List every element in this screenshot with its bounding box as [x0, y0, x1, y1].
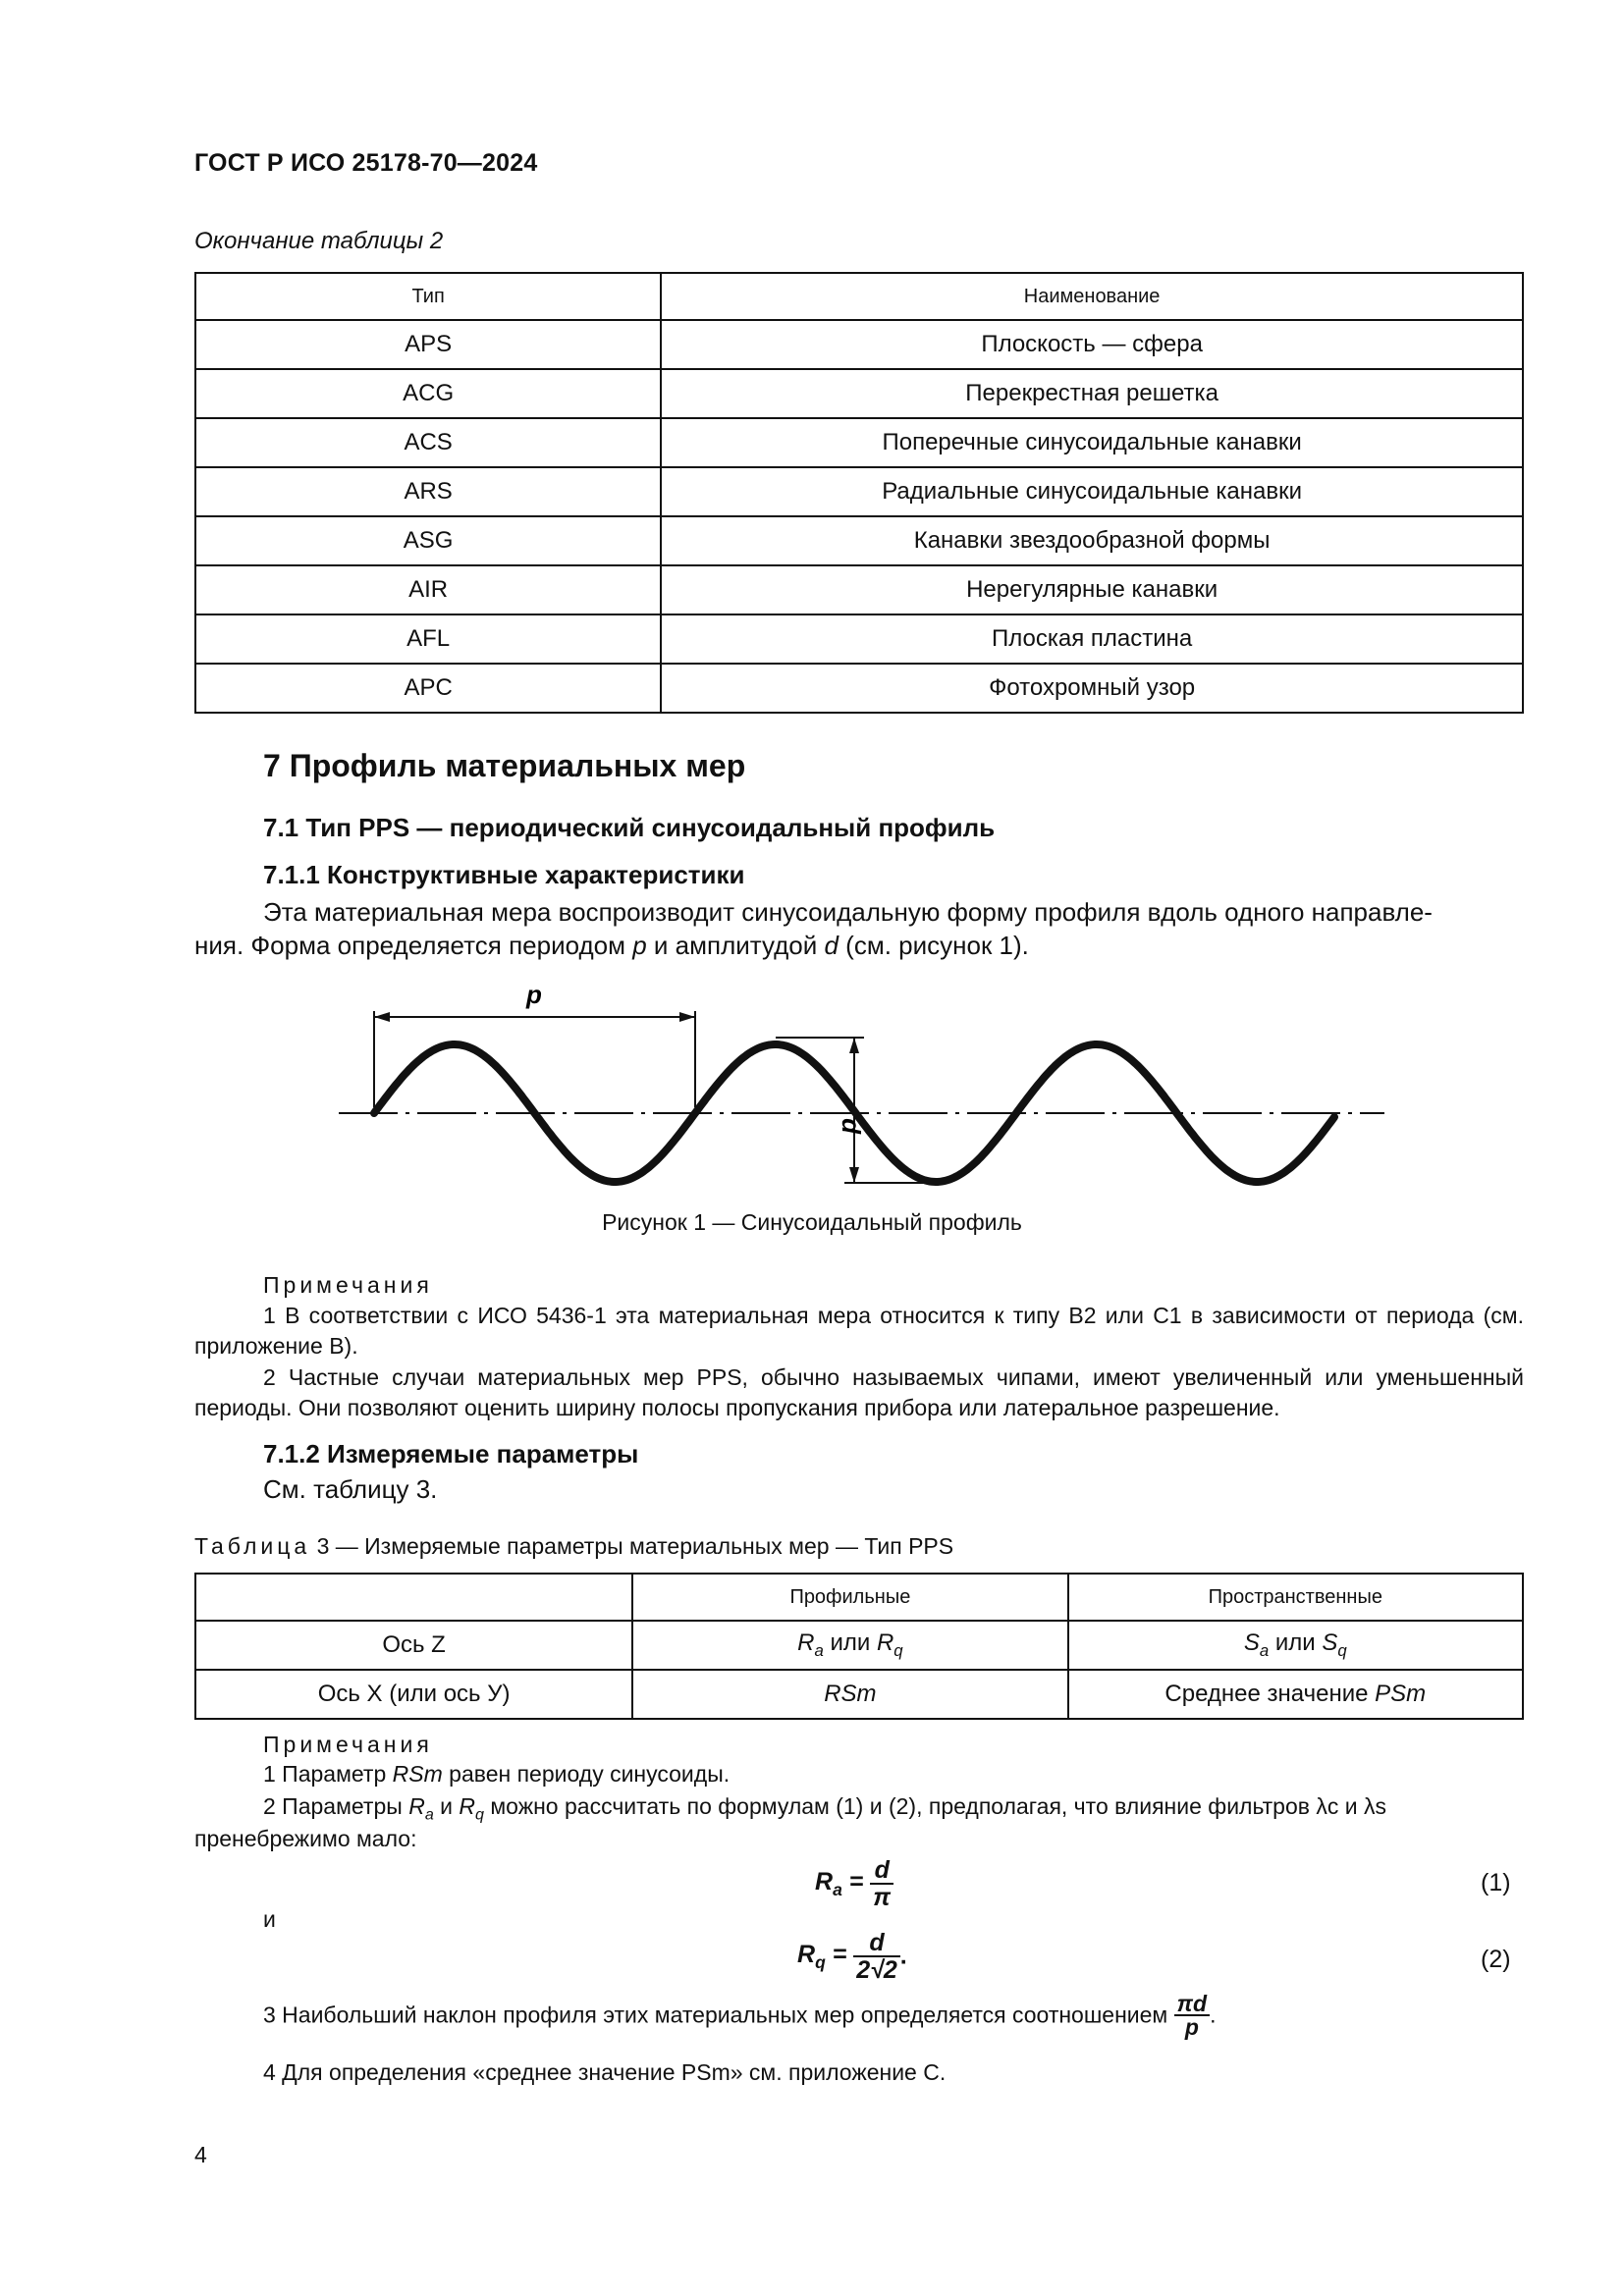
symbol-sub: q: [815, 1951, 826, 1972]
table2-cell-type: APC: [195, 664, 661, 713]
table-row: [195, 467, 1523, 516]
symbol: R: [459, 1793, 476, 1819]
symbol: R: [408, 1793, 425, 1819]
symbol: S: [1243, 1629, 1260, 1657]
table-row: [195, 516, 1523, 565]
table2-cell-name: Нерегулярные канавки: [661, 565, 1523, 614]
symbol-sub: a: [814, 1640, 824, 1660]
table-row: [195, 418, 1523, 467]
paragraph-text: и амплитудой: [646, 931, 825, 960]
table2-header-type: Тип: [195, 273, 661, 320]
note-text: и: [433, 1793, 460, 1819]
note-2: 2 Частные случаи материальных мер PPS, обычно называемых чипами, имеют увеличенный или уменьшенный периоды. Они позволяют оценить ширину полосы пропускания прибора или латеральное разрешение.: [194, 1364, 1524, 1420]
note-text: равен периоду синусоиды.: [442, 1761, 731, 1787]
numerator: πd: [1174, 1993, 1210, 2016]
symbol: R: [797, 1940, 816, 1968]
section-7-1-heading: 7.1 Тип PPS — периодический синусоидальный профиль: [263, 813, 996, 842]
punctuation: .: [899, 1942, 907, 1970]
arrow-icon: [679, 1012, 695, 1022]
table2-cell-name: Канавки звездообразной формы: [661, 516, 1523, 565]
table3-header-profile: Профильные: [632, 1574, 1067, 1621]
symbol-sub: a: [424, 1805, 434, 1824]
symbol: R: [797, 1629, 815, 1657]
conjunction-and: и: [263, 1906, 276, 1932]
formula-1: [815, 1857, 893, 1910]
table-row: [195, 1670, 1523, 1719]
note-text: 2 Параметры: [263, 1793, 409, 1819]
figure-sinusoidal-profile: [0, 972, 1624, 1237]
table-row: [195, 1621, 1523, 1670]
symbol-sub: q: [893, 1640, 903, 1660]
symbol-sub: q: [475, 1805, 484, 1824]
table-row: [195, 614, 1523, 664]
section-7-1-1-text: [263, 895, 1524, 929]
arrow-icon: [849, 1038, 859, 1053]
paragraph-text: (см. рисунок 1).: [838, 931, 1029, 960]
denominator: p: [1184, 2014, 1199, 2040]
denominator: 2√2: [856, 1956, 897, 1984]
note-1: 1 В соответствии с ИСО 5436-1 эта материальная мера относится к типу B2 или C1 в зависимости от периода (см. приложение B).: [194, 1303, 1524, 1359]
section-7-1-2-heading: 7.1.2 Измеряемые параметры: [263, 1439, 639, 1468]
section-7-1-1-heading: 7.1.1 Конструктивные характеристики: [263, 860, 745, 889]
table-row: [195, 320, 1523, 369]
table-row: [195, 565, 1523, 614]
table3-cell-spatial: [1068, 1621, 1523, 1670]
figure-caption: Рисунок 1 — Синусоидальный профиль: [602, 1209, 1022, 1235]
table2-cell-type: AIR: [195, 565, 661, 614]
numerator: d: [870, 1857, 893, 1885]
equals-sign: =: [841, 1867, 871, 1896]
symbol: PSm: [1375, 1681, 1427, 1707]
symbol-sub: q: [1337, 1640, 1347, 1660]
symbol-p: p: [632, 931, 647, 960]
table2-header-row: [195, 273, 1523, 320]
symbol: RSm: [824, 1681, 877, 1707]
table3-cell-axis: Ось X (или ось У): [195, 1670, 632, 1719]
arrow-icon: [849, 1167, 859, 1183]
symbol: S: [1322, 1629, 1338, 1657]
equation-number-2: (2): [1481, 1946, 1511, 1973]
table2-cell-type: ACG: [195, 369, 661, 418]
table3-header-blank: [195, 1574, 632, 1621]
table2-header-name: Наименование: [661, 273, 1523, 320]
cell-text: Среднее значение: [1164, 1681, 1376, 1707]
table3-header-row: [195, 1574, 1523, 1621]
note-text: можно рассчитать по формулам (1) и (2), предполагая, что влияние фильтров λc и λs: [483, 1793, 1386, 1819]
notes2-item-1: [263, 1759, 730, 1789]
table3-cell-spatial: [1068, 1670, 1523, 1719]
symbol-d: d: [824, 931, 839, 960]
label-d: d: [837, 1118, 866, 1134]
table3-cell-profile: [632, 1621, 1067, 1670]
table3-cell-profile: [632, 1670, 1067, 1719]
table2-cell-type: APS: [195, 320, 661, 369]
conjunction: или: [1269, 1629, 1323, 1657]
table3-caption-label: Таблица: [194, 1533, 311, 1559]
table2-cell-name: Плоская пластина: [661, 614, 1523, 664]
table2-caption: Окончание таблицы 2: [194, 228, 444, 254]
symbol: R: [815, 1867, 834, 1896]
notes-heading: Примечания: [263, 1272, 433, 1298]
notes2-item-2-cont: пренебрежимо мало:: [194, 1826, 417, 1851]
punctuation: .: [1210, 2002, 1217, 2028]
equation-number-1: (1): [1481, 1869, 1511, 1896]
table3-cell-axis: Ось Z: [195, 1621, 632, 1670]
symbol: R: [876, 1629, 894, 1657]
equals-sign: =: [825, 1940, 854, 1968]
table3: [194, 1573, 1524, 1720]
section-7-heading: 7 Профиль материальных мер: [263, 748, 746, 783]
table3-caption: [194, 1531, 953, 1562]
table2-cell-name: Плоскость — сфера: [661, 320, 1523, 369]
table-row: [195, 369, 1523, 418]
table2-cell-name: Перекрестная решетка: [661, 369, 1523, 418]
label-p: p: [526, 980, 542, 1009]
table2-cell-name: Радиальные синусоидальные канавки: [661, 467, 1523, 516]
conjunction: или: [823, 1629, 877, 1657]
document-header: ГОСТ Р ИСО 25178-70—2024: [194, 149, 538, 177]
table-row: [195, 664, 1523, 713]
notes2-heading: Примечания: [263, 1732, 433, 1757]
notes2-item-4: 4 Для определения «среднее значение PSm» см. приложение С.: [263, 2059, 947, 2085]
table2-cell-name: Поперечные синусоидальные канавки: [661, 418, 1523, 467]
symbol-sub: a: [1259, 1640, 1270, 1660]
notes2-item-3: [263, 1993, 1216, 2038]
formula-2: [797, 1930, 907, 1983]
symbol: RSm: [392, 1761, 443, 1787]
table2-cell-type: ARS: [195, 467, 661, 516]
paragraph-text: ния. Форма определяется периодом: [194, 931, 633, 960]
notes2-item-2: [263, 1791, 1524, 1831]
table2-cell-type: AFL: [195, 614, 661, 664]
table2-cell-name: Фотохромный узор: [661, 664, 1523, 713]
table3-caption-text: 3 — Измеряемые параметры материальных мер — Тип PPS: [310, 1533, 954, 1559]
section-7-1-2-text: См. таблицу 3.: [263, 1474, 438, 1504]
symbol-sub: a: [833, 1879, 842, 1899]
numerator: d: [853, 1930, 900, 1957]
note-text: 1 Параметр: [263, 1761, 393, 1787]
arrow-icon: [374, 1012, 390, 1022]
denominator: π: [873, 1884, 892, 1911]
table2-cell-type: ACS: [195, 418, 661, 467]
page-number: 4: [194, 2142, 207, 2167]
table2-cell-type: ASG: [195, 516, 661, 565]
note-text: 3 Наибольший наклон профиля этих материальных мер определяется соотношением: [263, 2002, 1174, 2028]
section-7-1-1-text-cont: [194, 929, 1524, 962]
table2: [194, 272, 1524, 714]
paragraph-line: Эта материальная мера воспроизводит синусоидальную форму профиля вдоль одного направле-: [263, 897, 1433, 927]
table3-header-spatial: Пространственные: [1068, 1574, 1523, 1621]
